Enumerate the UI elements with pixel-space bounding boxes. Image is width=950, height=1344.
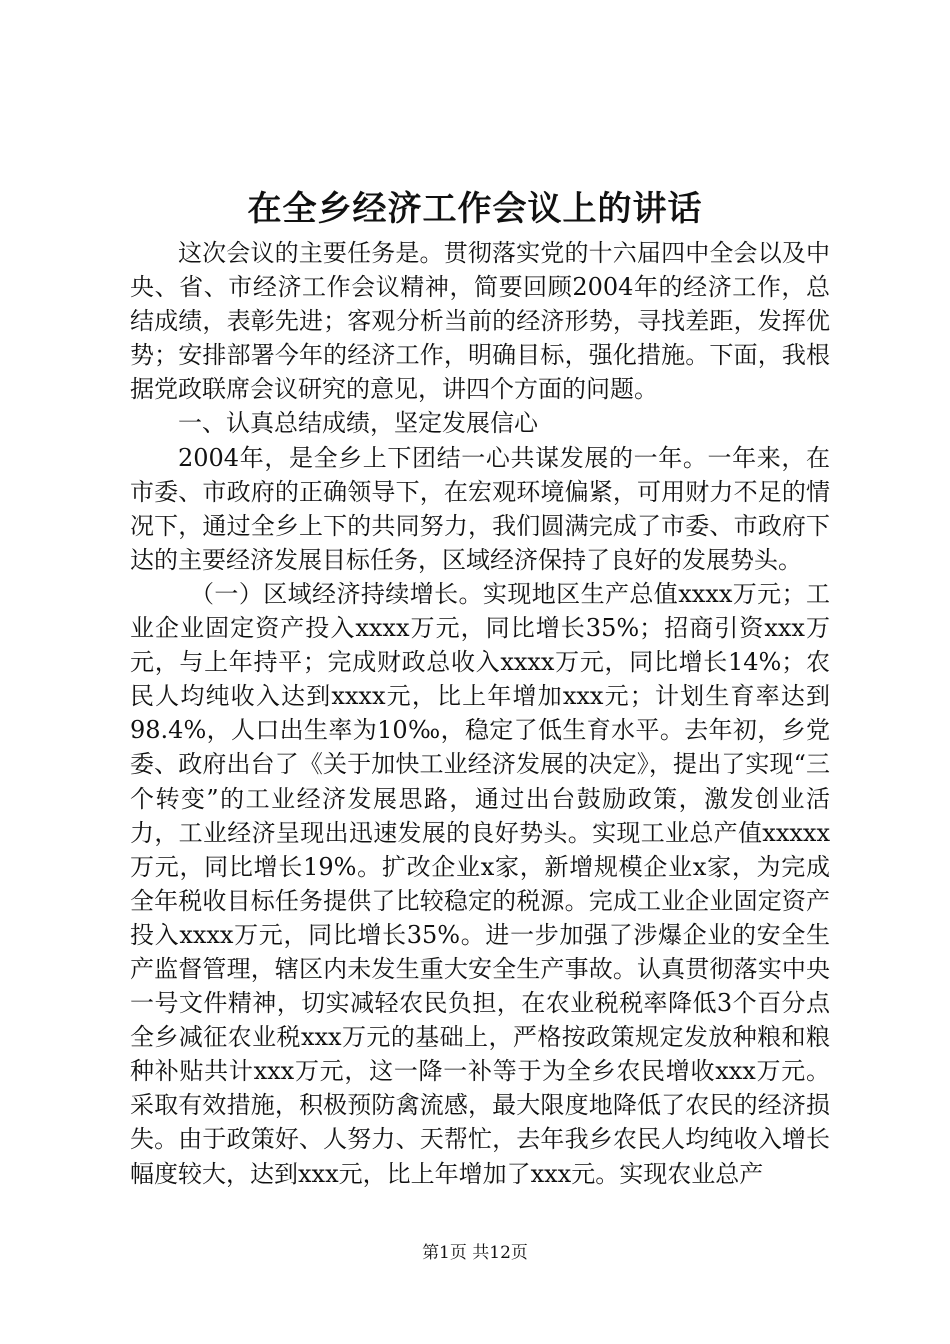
page-number-footer: 第1页 共12页 [422,1243,528,1263]
paragraph-intro: 这次会议的主要任务是。贯彻落实党的十六届四中全会以及中央、省、市经济工作会议精神，简要回顾2004年的经济工作，总结成绩，表彰先进；客观分析当前的经济形势，寻找差距，发挥优势；安排部署今年的经济工作，明确目标，强化措施。下面，我根据党政联席会议研究的意见，讲四个方面的问题。 [130,239,830,404]
document-body [130,236,830,1191]
paragraph-summary: 2004年，是全乡上下团结一心共谋发展的一年。一年来，在市委、市政府的正确领导下，在宏观环境偏紧，可用财力不足的情况下，通过全乡上下的共同努力，我们圆满完成了市委、市政府下达的主要经济发展目标任务，区域经济保持了良好的发展势头。 [130,443,830,574]
section-heading: 一、认真总结成绩，坚定发展信心 [178,409,538,438]
paragraph-economy-growth: （一）区域经济持续增长。实现地区生产总值xxxx万元；工业企业固定资产投入xxxx万元，同比增长35%；招商引资xxx万元，与上年持平；完成财政总收入xxxx万元，同比增长14%；农民人均纯收入达到xxxx元，比上年增加xxx元；计划生育率达到98.4%，人口出生率为10‰，稳定了低生育水平。去年初，乡党委、政府出台了《关于加快工业经济发展的决定》，提出了实现“三个转变”的工业经济发展思路，通过出台鼓励政策，激发创业活力，工业经济呈现出迅速发展的良好势头。实现工业总产值xxxxx万元，同比增长19%。扩改企业x家，新增规模企业x家，为完成全年税收目标任务提供了比较稳定的税源。完成工业企业固定资产投入xxxx万元，同比增长35%。进一步加强了涉爆企业的安全生产监督管理，辖区内未发生重大安全生产事故。认真贯彻落实中央一号文件精神，切实减轻农民负担，在农业税税率降低3个百分点全乡减征农业税xxx万元的基础上，严格按政策规定发放种粮和粮种补贴共计xxx万元，这一降一补等于为全乡农民增收xxx万元。采取有效措施，积极预防禽流感，最大限度地降低了农民的经济损失。由于政策好、人努力、天帮忙，去年我乡农民人均纯收入增长幅度较大，达到xxx元，比上年增加了xxx元。实现农业总产 [130,579,830,1188]
document-title: 在全乡经济工作会议上的讲话 [247,189,703,229]
